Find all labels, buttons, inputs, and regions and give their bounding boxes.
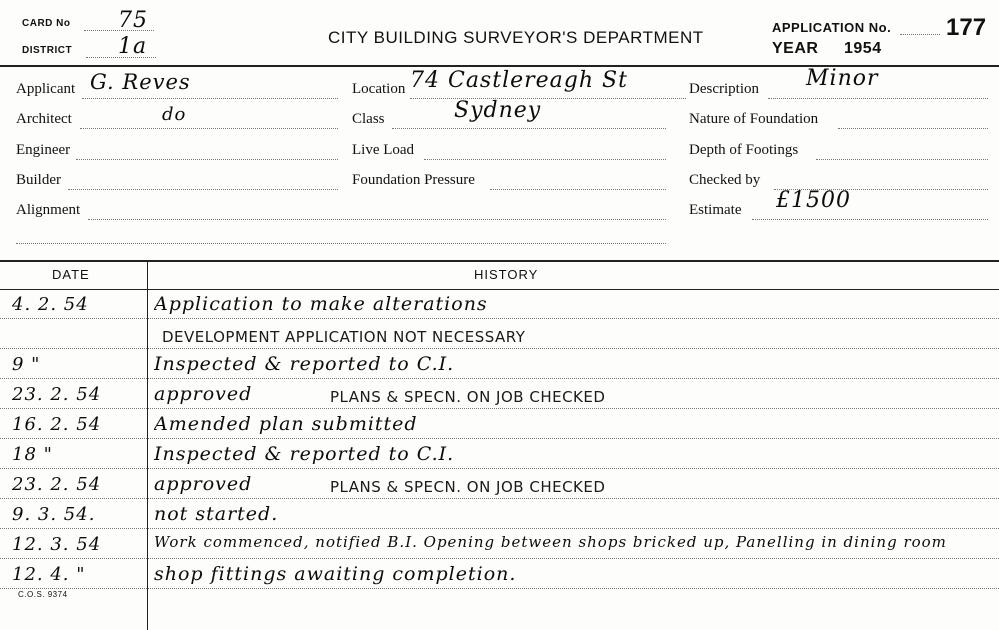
builder-label: Builder [16,172,61,188]
nature-label: Nature of Foundation [689,111,819,127]
history-row-line [0,468,999,469]
architect-line [80,128,338,129]
history-entry: not started. [154,503,279,525]
history-entry: shop fittings awaiting completion. [154,563,517,585]
history-row-line [0,438,999,439]
class-label: Class [352,111,385,127]
history-row-line [0,318,999,319]
history-entry: Inspected & reported to C.I. [154,353,455,375]
history-entry: Amended plan submitted [154,413,418,435]
history-date: 9 " [12,354,41,375]
alignment-line [88,219,666,220]
engineer-line [76,159,338,160]
description-label: Description [689,81,759,97]
description-value: Minor [806,66,879,91]
history-date: 23. 2. 54 [12,384,102,405]
printer-code: C.O.S. 9374 [18,590,68,599]
history-header: HISTORY [474,267,539,282]
application-no-value: 177 [946,14,987,41]
history-stamp: DEVELOPMENT APPLICATION NOT NECESSARY [162,328,526,346]
history-stamp: PLANS & SPECN. ON JOB CHECKED [330,478,606,496]
history-entry: Application to make alterations [154,293,488,315]
estimate-line [752,219,988,220]
architect-value: do [162,104,187,125]
applicant-line [82,98,338,99]
date-column-divider [147,261,148,630]
checked-label: Checked by [689,172,761,188]
history-entry: Work commenced, notified B.I. Opening between shops bricked up, Panelling in dining room [154,533,947,551]
history-date: 4. 2. 54 [12,294,89,315]
history-row-line [0,498,999,499]
live-load-line [424,159,666,160]
foundation-pressure-line [490,189,666,190]
year-label: YEAR [772,40,819,57]
district-label: DISTRICT [22,45,73,56]
depth-label: Depth of Footings [689,142,799,158]
year-value: 1954 [844,40,882,57]
application-no-label: APPLICATION No. [772,20,892,35]
history-entry: approved [154,383,253,405]
location-line [410,98,686,99]
history-date: 12. 3. 54 [12,534,102,555]
card-no-value: 75 [118,8,148,33]
history-row-line [0,528,999,529]
history-date: 9. 3. 54. [12,504,96,525]
history-date: 23. 2. 54 [12,474,102,495]
estimate-label: Estimate [689,202,742,218]
history-date: 18 " [12,444,53,465]
application-no-line [900,34,940,35]
location-value: 74 Castlereagh St [410,68,628,93]
history-row-line [0,348,999,349]
nature-line [838,128,988,129]
foundation-pressure-label: Foundation Pressure [352,172,475,188]
description-line [768,98,988,99]
history-entry: approved [154,473,253,495]
location-label: Location [352,81,406,97]
history-row-line [0,378,999,379]
history-date: 16. 2. 54 [12,414,102,435]
class-line [392,128,666,129]
history-row-line [0,558,999,559]
department-title: CITY BUILDING SURVEYOR'S DEPARTMENT [328,28,704,47]
blank-line [16,243,666,244]
applicant-value: G. Reves [90,70,191,94]
depth-line [816,159,988,160]
history-row-line [0,588,999,589]
date-header: DATE [52,267,90,282]
location-suburb-value: Sydney [454,98,542,123]
builder-line [68,189,338,190]
history-row-line [0,408,999,409]
applicant-label: Applicant [16,81,76,97]
district-value: 1a [118,34,148,59]
history-stamp: PLANS & SPECN. ON JOB CHECKED [330,388,606,406]
engineer-label: Engineer [16,142,71,158]
alignment-label: Alignment [16,202,81,218]
history-date: 12. 4. " [12,564,86,585]
live-load-label: Live Load [352,142,415,158]
card-no-label: CARD No [22,18,71,29]
architect-label: Architect [16,111,72,127]
estimate-value: £1500 [776,188,851,213]
table-header-rule [0,289,999,290]
history-entry: Inspected & reported to C.I. [154,443,455,465]
table-top-rule [0,260,999,262]
